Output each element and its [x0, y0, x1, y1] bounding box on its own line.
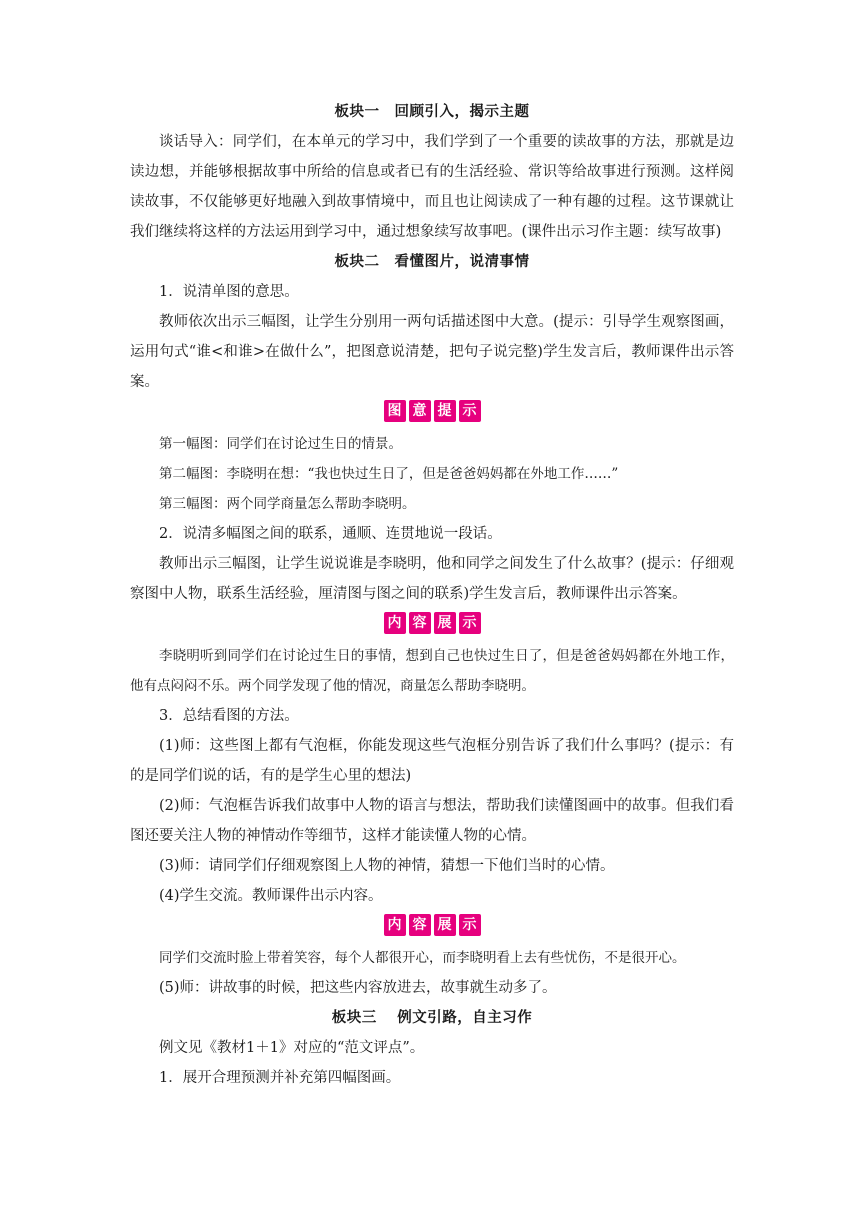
badge-char: 图 [384, 400, 406, 422]
story-summary: 李晓明听到同学们在讨论过生日的事情，想到自己也快过生日了，但是爸爸妈妈都在外地工作，他有点闷闷不乐。两个同学发现了他的情况，商量怎么帮助李晓明。 [130, 648, 734, 694]
badge-char: 示 [459, 612, 481, 634]
badge-char: 意 [409, 400, 431, 422]
badge-char: 内 [384, 612, 406, 634]
student-exchange: (4)学生交流。教师课件出示内容。 [159, 888, 383, 904]
step-3-heading: 3．总结看图的方法。 [159, 708, 299, 724]
badge-char: 内 [384, 914, 406, 936]
teacher-question-1: (1)师：这些图上都有气泡框，你能发现这些气泡框分别告诉了我们什么事吗？(提示：有的是同学们说的话，有的是学生心里的想法) [130, 738, 734, 784]
badge-char: 示 [459, 914, 481, 936]
section-2-title: 板块二 看懂图片，说清事情 [334, 254, 530, 270]
step-2-heading: 2．说清多幅图之间的联系，通顺、连贯地说一段话。 [159, 526, 502, 542]
picture-3-description: 第三幅图：两个同学商量怎么帮助李晓明。 [159, 496, 416, 512]
badge-content-display [130, 609, 734, 641]
badge-char: 展 [434, 914, 456, 936]
mood-description: 同学们交流时脸上带着笑容，每个人都很开心，而李晓明看上去有些忧伤，不是很开心。 [159, 950, 686, 966]
teacher-question-2: (2)师：气泡框告诉我们故事中人物的语言与想法，帮助我们读懂图画中的故事。但我们看图还要关注人物的神情动作等细节，这样才能读懂人物的心情。 [130, 798, 734, 844]
picture-1-description: 第一幅图：同学们在讨论过生日的情景。 [159, 436, 402, 452]
step-1-instructions: 教师依次出示三幅图，让学生分别用一两句话描述图中大意。(提示：引导学生观察图画，运用句式“谁<和谁>在做什么”，把图意说清楚，把句子说完整)学生发言后，教师课件出示答案。 [130, 314, 734, 390]
step-1-heading: 1．说清单图的意思。 [159, 284, 299, 300]
section-1-title: 板块一 回顾引入，揭示主题 [334, 104, 530, 120]
badge-content-display-2 [130, 911, 734, 943]
badge-picture-hint [130, 397, 734, 429]
example-reference: 例文见《教材1＋1》对应的“范文评点”。 [159, 1040, 425, 1056]
document-body [130, 97, 734, 1093]
section-3-title: 板块三 例文引路，自主习作 [331, 1010, 533, 1026]
step-2-instructions: 教师出示三幅图，让学生说说谁是李晓明，他和同学之间发生了什么故事？(提示：仔细观察图中人物，联系生活经验，厘清图与图之间的联系)学生发言后，教师课件出示答案。 [130, 556, 734, 602]
teacher-question-3: (3)师：请同学们仔细观察图上人物的神情，猜想一下他们当时的心情。 [159, 858, 615, 874]
section-1-intro: 谈话导入：同学们，在本单元的学习中，我们学到了一个重要的读故事的方法，那就是边读边想，并能够根据故事中所给的信息或者已有的生活经验、常识等给故事进行预测。这样阅读故事，不仅能够更好地融入到故事情境中，而且也让阅读成了一种有趣的过程。这节课就让我们继续将这样的方法运用到学习中，通过想象续写故事吧。(课件出示习作主题：续写故事) [130, 134, 734, 240]
badge-char: 容 [409, 914, 431, 936]
badge-char: 提 [434, 400, 456, 422]
badge-char: 容 [409, 612, 431, 634]
picture-2-description: 第二幅图：李晓明在想：“我也快过生日了，但是爸爸妈妈都在外地工作……” [159, 466, 619, 482]
teacher-question-5: (5)师：讲故事的时候，把这些内容放进去，故事就生动多了。 [159, 980, 557, 996]
badge-char: 展 [434, 612, 456, 634]
step-3-1-heading: 1．展开合理预测并补充第四幅图画。 [159, 1070, 401, 1086]
badge-char: 示 [459, 400, 481, 422]
